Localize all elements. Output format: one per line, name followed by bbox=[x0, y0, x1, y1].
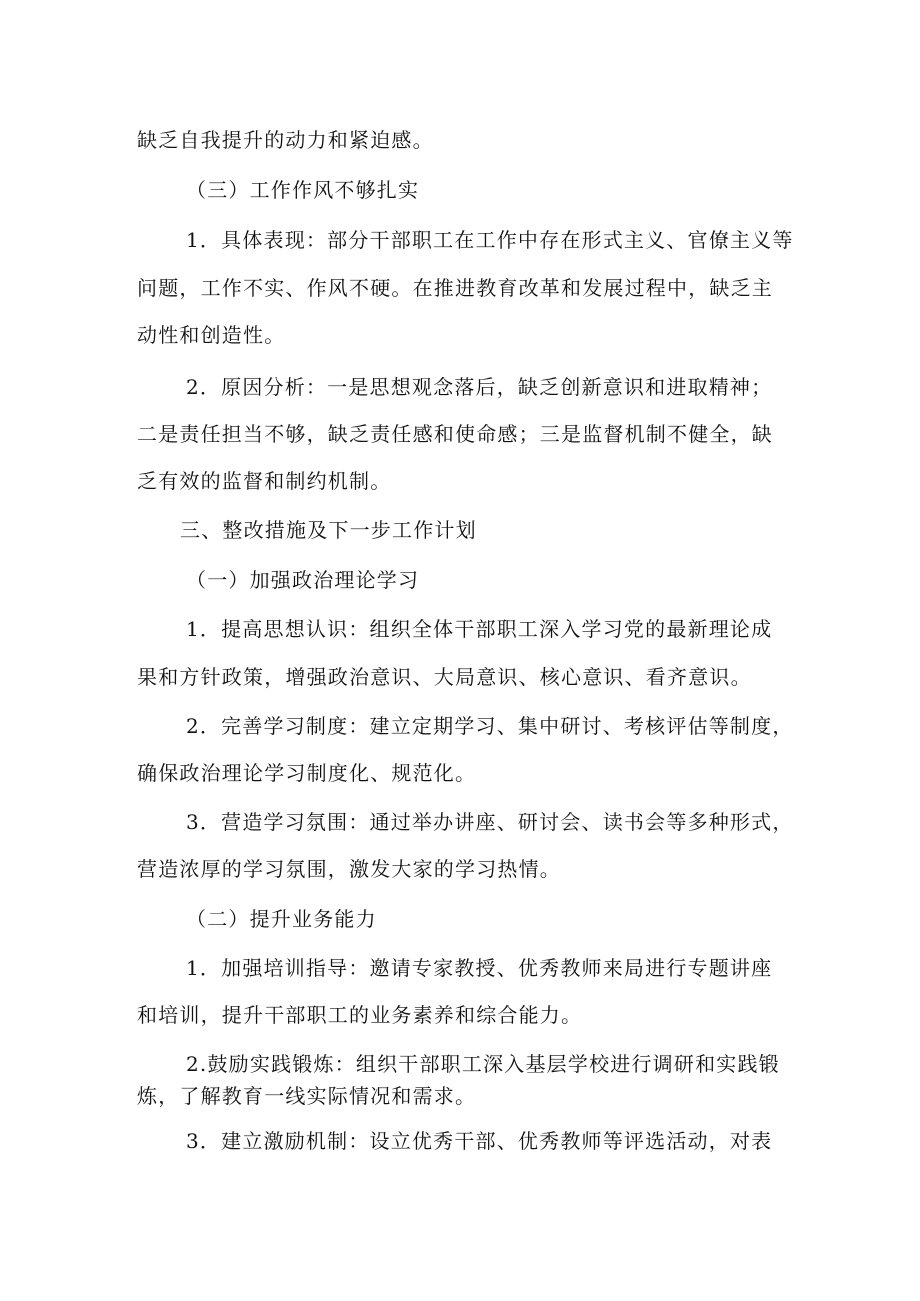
section-heading: （三）工作作风不够扎实 bbox=[186, 178, 420, 202]
text-line: 和培训，提升干部职工的业务素养和综合能力。 bbox=[137, 1003, 583, 1027]
text-line: 确保政治理论学习制度化、规范化。 bbox=[137, 761, 477, 785]
text-line: 2．完善学习制度：建立定期学习、集中研讨、考核评估等制度， bbox=[186, 714, 794, 738]
text-line: 1．具体表现：部分干部职工在工作中存在形式主义、官僚主义等 bbox=[186, 228, 794, 252]
text-line: 果和方针政策，增强政治意识、大局意识、核心意识、看齐意识。 bbox=[137, 665, 752, 689]
text-line: 营造浓厚的学习氛围，激发大家的学习热情。 bbox=[137, 857, 561, 881]
section-heading: 三、整改措施及下一步工作计划 bbox=[180, 518, 477, 542]
text-line: 乏有效的监督和制约机制。 bbox=[137, 469, 392, 493]
text-line: 炼，了解教育一线实际情况和需求。 bbox=[137, 1084, 477, 1108]
text-line: 2．原因分析：一是思想观念落后，缺乏创新意识和进取精神； bbox=[186, 375, 773, 399]
text-line: 1．加强培训指导：邀请专家教授、优秀教师来局进行专题讲座 bbox=[186, 956, 773, 980]
text-line: 缺乏自我提升的动力和紧迫感。 bbox=[137, 128, 434, 152]
text-line: 二是责任担当不够，缺乏责任感和使命感；三是监督机制不健全，缺 bbox=[137, 422, 773, 446]
section-heading: （一）加强政治理论学习 bbox=[186, 568, 420, 592]
text-line: 3．营造学习氛围：通过举办讲座、研讨会、读书会等多种形式， bbox=[186, 810, 794, 834]
text-line: 1．提高思想认识：组织全体干部职工深入学习党的最新理论成 bbox=[186, 617, 773, 641]
text-line: 问题，工作不实、作风不硬。在推进教育改革和发展过程中，缺乏主 bbox=[137, 276, 773, 300]
section-heading: （二）提升业务能力 bbox=[186, 907, 377, 931]
text-line: 3．建立激励机制：设立优秀干部、优秀教师等评选活动，对表 bbox=[186, 1129, 773, 1153]
text-line: 动性和创造性。 bbox=[137, 323, 286, 347]
text-line: 2.鼓励实践锻炼：组织干部职工深入基层学校进行调研和实践锻 bbox=[186, 1052, 780, 1076]
